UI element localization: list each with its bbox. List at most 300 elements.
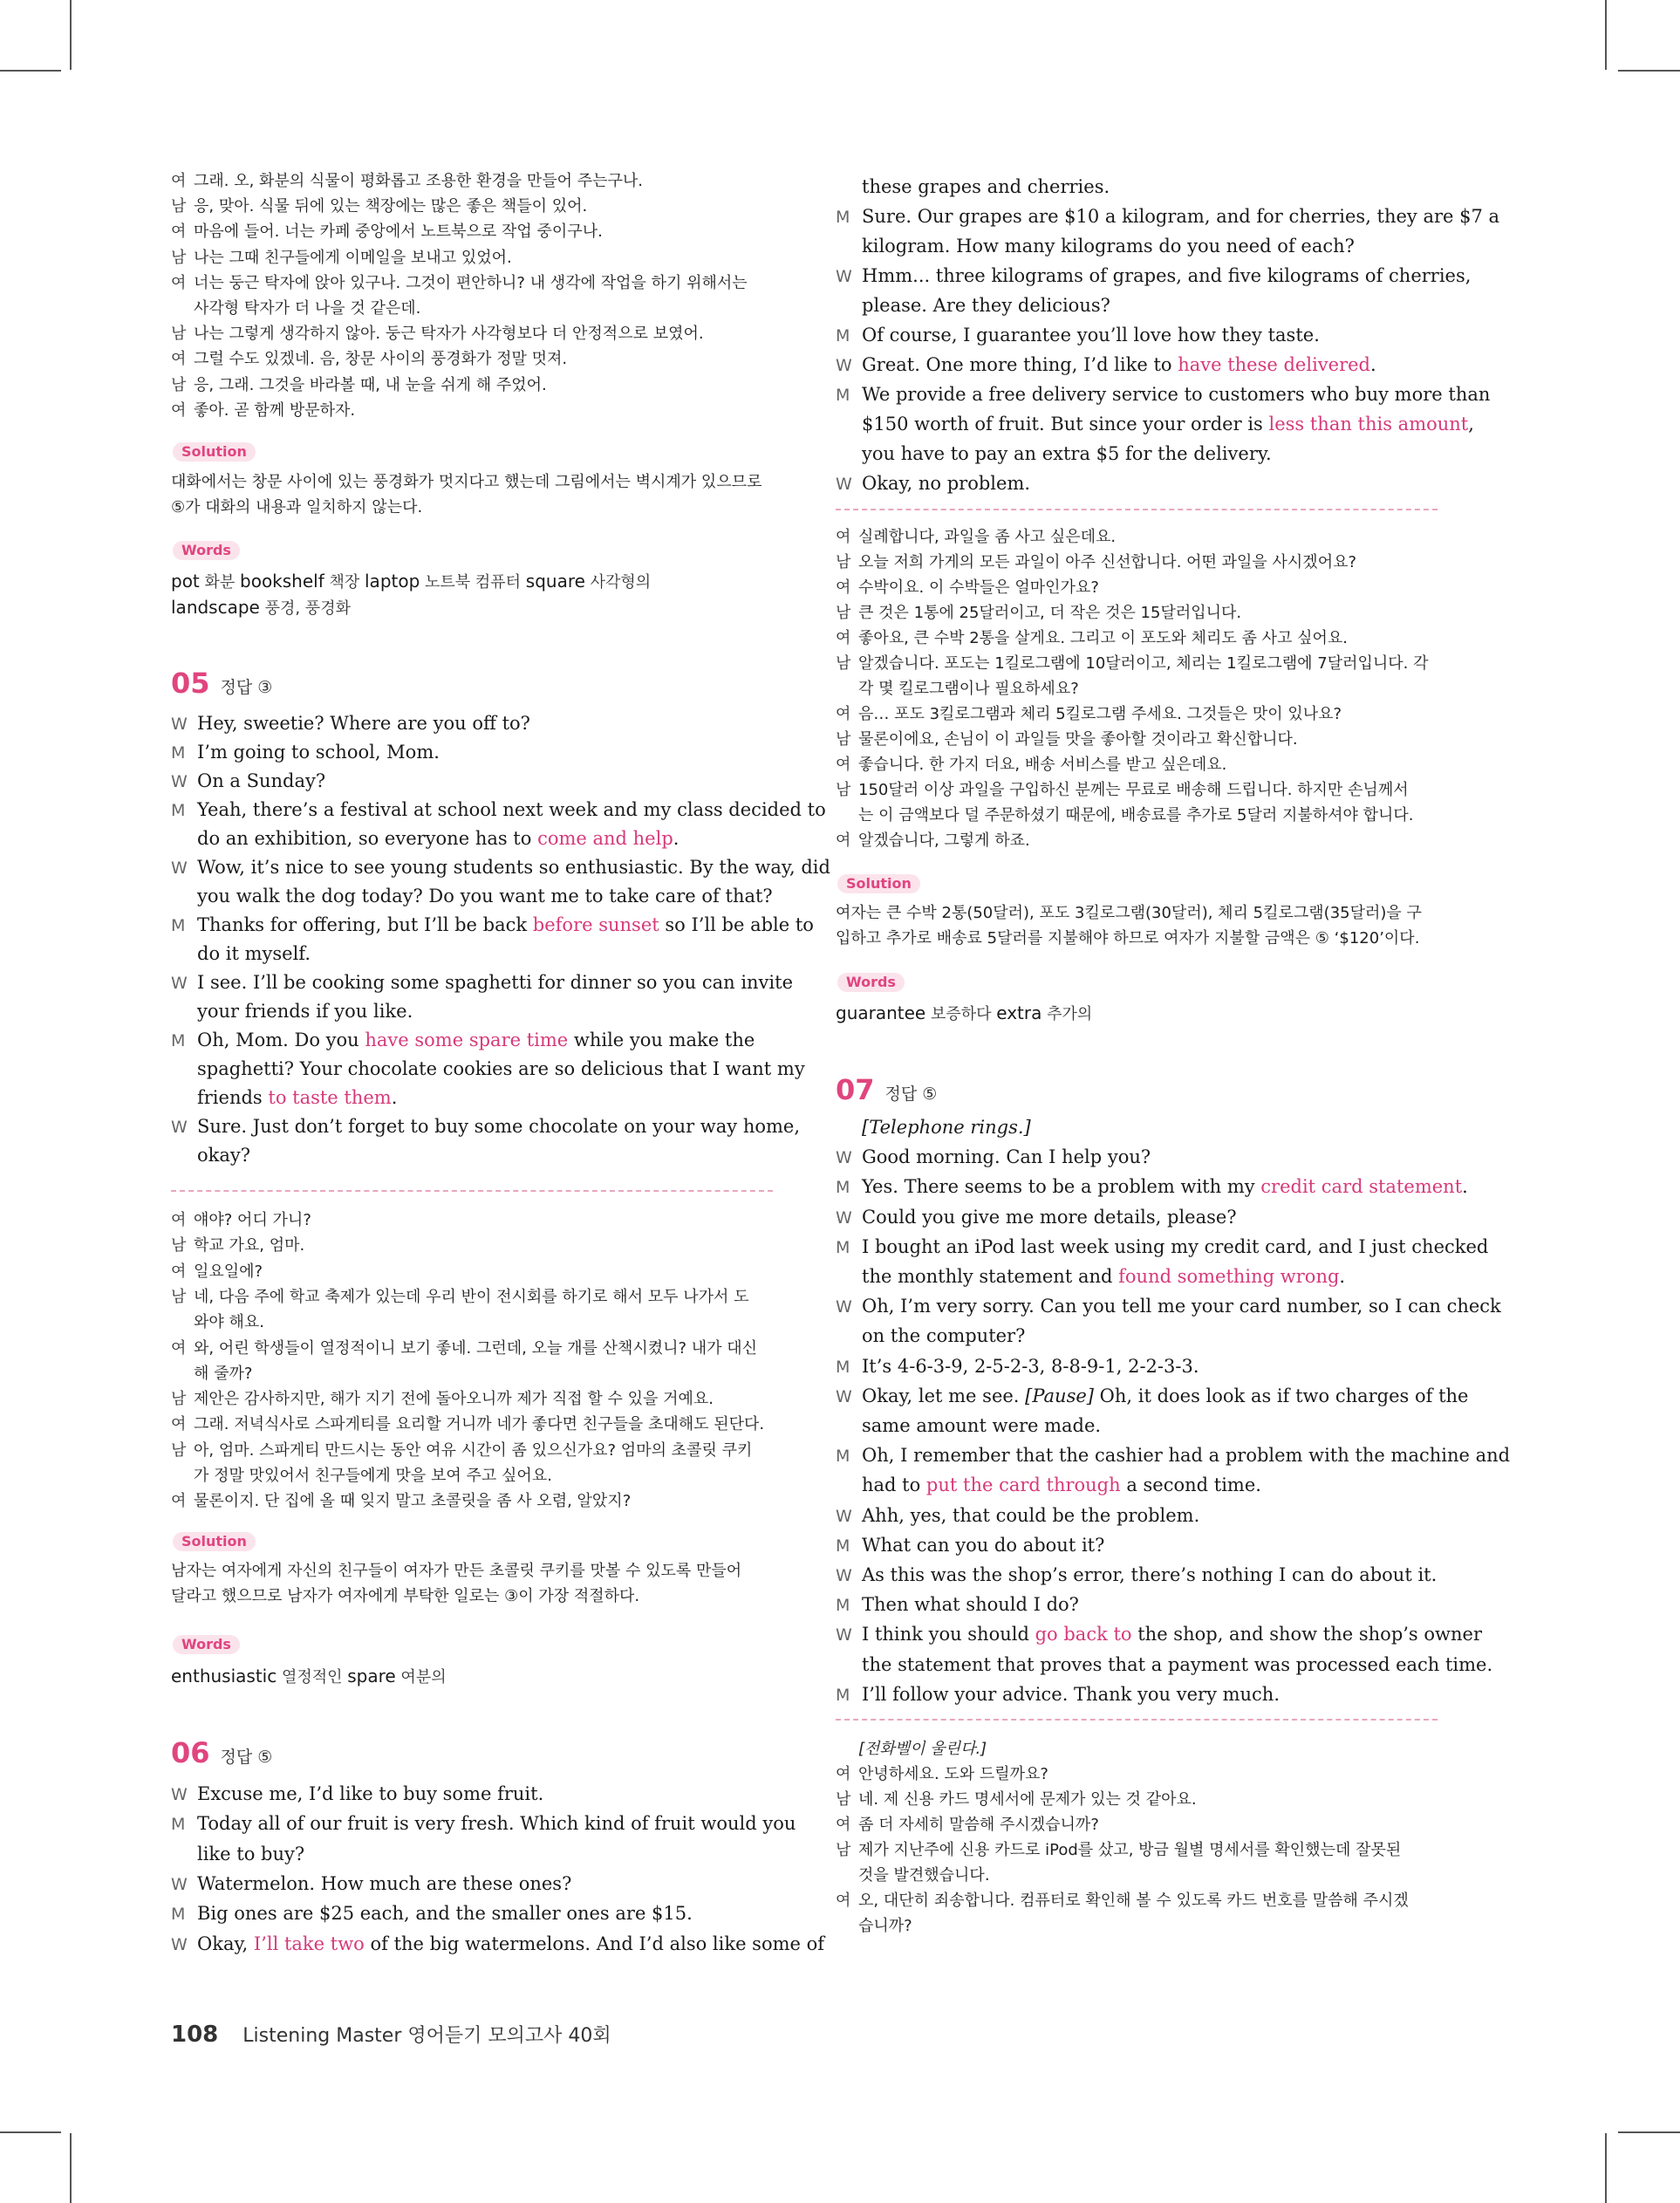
speaker-label: 여 bbox=[171, 172, 187, 190]
dialog-line bbox=[836, 1502, 1438, 1530]
dialog-line bbox=[836, 410, 1474, 438]
vocab-line bbox=[836, 1000, 1438, 1028]
dialog-line bbox=[171, 911, 814, 940]
line-text: $150 worth of fruit. But since your order is bbox=[862, 414, 1269, 434]
line-text: Could you give me more details, please? bbox=[862, 1206, 1237, 1228]
dialog-line bbox=[836, 626, 1438, 651]
speaker-label: 여 bbox=[171, 1262, 187, 1281]
speaker-label: W bbox=[171, 1874, 188, 1894]
line-text: 수박이요. 이 수박들은 얼마인가요? bbox=[858, 578, 1099, 597]
vocab-line bbox=[171, 568, 773, 596]
speaker-label: 여 bbox=[836, 578, 851, 597]
line-text: you walk the dog today? Do you want me to take care of that? bbox=[197, 886, 773, 907]
key-phrase: come and help bbox=[537, 828, 673, 849]
crop-mark bbox=[1605, 2133, 1607, 2203]
dialog-line bbox=[171, 738, 773, 767]
line-text: , bbox=[1468, 414, 1474, 434]
dialog-line bbox=[836, 1441, 1511, 1470]
solution-badge: Solution bbox=[173, 1532, 256, 1551]
speaker-label: 여 bbox=[836, 1816, 851, 1834]
dialog-line bbox=[836, 1203, 1438, 1232]
speaker-label: M bbox=[171, 743, 186, 763]
speaker-label: W bbox=[171, 772, 188, 791]
speaker-label: 여 bbox=[836, 831, 851, 850]
speaker-label: M bbox=[836, 1178, 850, 1198]
vocab-meaning: 사각형의 bbox=[584, 573, 652, 592]
line-text: 물론이지. 단 집에 올 때 잊지 말고 초콜릿을 좀 사 오렴, 알았지? bbox=[194, 1492, 632, 1511]
vocab-line bbox=[171, 594, 773, 622]
speaker-label: 남 bbox=[171, 375, 187, 394]
dialog-line bbox=[836, 600, 1438, 626]
speaker-label: W bbox=[836, 267, 852, 286]
line-text: What can you do about it? bbox=[862, 1534, 1105, 1556]
line-text: As this was the shop’s error, there’s nothing I can do about it. bbox=[862, 1564, 1438, 1585]
line-text: Okay, no problem. bbox=[862, 473, 1031, 494]
vocab-word: enthusiastic bbox=[171, 1666, 277, 1686]
line-text: kilogram. How many kilograms do you need of each? bbox=[862, 236, 1355, 257]
line-text: 안녕하세요. 도와 드릴까요? bbox=[858, 1765, 1048, 1783]
vocab-word: spare bbox=[347, 1666, 396, 1686]
question-number: 06 bbox=[171, 1736, 210, 1769]
line-text: 알겠습니다, 그렇게 하죠. bbox=[858, 831, 1030, 850]
line-text: 알겠습니다. 포도는 1킬로그램에 10달러이고, 체리는 1킬로그램에 7달러입니다. 각 bbox=[858, 654, 1429, 673]
line-text: Excuse me, I’d like to buy some fruit. bbox=[197, 1783, 544, 1804]
line-text: 음… 포도 3킬로그램과 체리 5킬로그램 주세요. 그것들은 맛이 있나요? bbox=[858, 705, 1342, 723]
speaker-label: M bbox=[171, 801, 186, 820]
speaker-label: M bbox=[171, 1815, 186, 1835]
vocab-word: landscape bbox=[171, 597, 260, 618]
line-text: 그래. 저녁식사로 스파게티를 요리할 거니까 네가 좋다면 친구들을 초대해도 된단다. bbox=[194, 1415, 765, 1434]
line-text: on the computer? bbox=[862, 1325, 1026, 1347]
dialog-line bbox=[171, 709, 773, 738]
dialog-line bbox=[836, 1913, 1460, 1939]
dialog-line bbox=[171, 853, 830, 882]
line-text: Hey, sweetie? Where are you off to? bbox=[197, 713, 530, 734]
dialog-line bbox=[171, 767, 773, 796]
line-text: the statement that proves that a payment was processed each time. bbox=[862, 1653, 1493, 1675]
dialog-line bbox=[836, 1173, 1468, 1201]
dialog-line bbox=[171, 1208, 773, 1233]
dialog-line bbox=[171, 1930, 825, 1959]
line-text: 학교 가요, 엄마. bbox=[194, 1236, 305, 1255]
dialog-line bbox=[171, 1084, 799, 1112]
solution-line: 남자는 여자에게 자신의 친구들이 여자가 만든 초콜릿 쿠키를 맛볼 수 있도록 만들어 bbox=[171, 1562, 742, 1580]
dialog-line bbox=[171, 168, 773, 194]
answer-label: 정답 ⑤ bbox=[884, 1084, 938, 1104]
line-text: 응, 맞아. 식물 뒤에 있는 책장에는 많은 좋은 책들이 있어. bbox=[194, 197, 588, 216]
speaker-label: W bbox=[171, 859, 188, 878]
speaker-label: W bbox=[836, 1625, 852, 1645]
line-text: Oh, I remember that the cashier had a problem with the machine and bbox=[862, 1445, 1511, 1467]
vocab-meaning: 노트북 컴퓨터 bbox=[420, 573, 526, 592]
dialog-line bbox=[836, 1863, 1460, 1888]
line-text: I’ll follow your advice. Thank you very much. bbox=[862, 1683, 1280, 1705]
dialog-line bbox=[836, 524, 1438, 550]
line-text: I see. I’ll be cooking some spaghetti for dinner so you can invite bbox=[197, 972, 794, 993]
question-number: 05 bbox=[171, 667, 210, 700]
line-text: Then what should I do? bbox=[862, 1594, 1079, 1616]
speaker-label: 남 bbox=[171, 248, 187, 267]
dialog-line bbox=[836, 550, 1438, 575]
line-text: Great. One more thing, I’d like to bbox=[862, 354, 1178, 375]
line-text: I bought an iPod last week using my credit card, and I just checked bbox=[862, 1235, 1489, 1257]
line-text: 는 이 금액보다 덜 주문하셨기 때문에, 배송료를 추가로 5달러 지불하셔야 합니다. bbox=[858, 806, 1414, 824]
speaker-label: M bbox=[836, 208, 850, 227]
speaker-label: 여 bbox=[171, 400, 187, 420]
dialog-line bbox=[171, 194, 773, 219]
line-text: 물론이에요, 손님이 이 과일들 맛을 좋아할 것이라고 확신합니다. bbox=[858, 730, 1298, 749]
speaker-label: M bbox=[836, 1685, 850, 1705]
dialog-line bbox=[171, 1310, 796, 1335]
speaker-label: 여 bbox=[171, 273, 187, 292]
line-text: 것을 발견했습니다. bbox=[858, 1866, 990, 1885]
answer-label: 정답 ③ bbox=[220, 678, 273, 697]
line-text: . bbox=[1462, 1176, 1468, 1198]
line-text: 해 줄까? bbox=[194, 1364, 253, 1383]
dialog-line bbox=[836, 1837, 1438, 1863]
speaker-label: W bbox=[171, 715, 188, 734]
line-text: 나는 그렇게 생각하지 않아. 둥근 탁자가 사각형보다 더 안정적으로 보였어. bbox=[194, 325, 704, 344]
line-text: 습니까? bbox=[858, 1917, 912, 1935]
line-text: 각 몇 킬로그램이나 필요하세요? bbox=[858, 680, 1079, 698]
line-text: [Telephone rings.] bbox=[862, 1117, 1031, 1138]
line-text: 좋아요, 큰 수박 2통을 살게요. 그리고 이 포도와 체리도 좀 사고 싶어요. bbox=[858, 629, 1349, 647]
line-text: the shop, and show the shop’s owner bbox=[1131, 1624, 1482, 1645]
speaker-label: 남 bbox=[171, 1440, 187, 1460]
line-text: please. Are they delicious? bbox=[862, 295, 1110, 316]
line-text: 마음에 들어. 너는 카페 중앙에서 노트북으로 작업 중이구나. bbox=[194, 222, 603, 242]
page-number: 108 bbox=[171, 2022, 219, 2048]
line-text: Sure. Just don’t forget to buy some chocolate on your way home, bbox=[197, 1116, 801, 1137]
dialog-line bbox=[171, 1336, 773, 1361]
dialog-line bbox=[836, 1233, 1489, 1262]
question-06-header bbox=[171, 1736, 272, 1771]
dialog-line bbox=[171, 346, 773, 372]
crop-mark bbox=[0, 2131, 61, 2133]
dialog-line bbox=[171, 1438, 773, 1463]
dialog-line bbox=[171, 968, 794, 997]
dialog-line bbox=[836, 1471, 1464, 1499]
dialog-line bbox=[171, 219, 773, 244]
line-text: Wow, it’s nice to see young students so enthusiastic. By the way, did bbox=[197, 857, 830, 878]
speaker-label: W bbox=[171, 1934, 188, 1954]
line-text: like to buy? bbox=[197, 1843, 305, 1864]
line-text: 실례합니다, 과일을 좀 사고 싶은데요. bbox=[858, 528, 1117, 546]
line-text: Of course, I guarantee you’ll love how they taste. bbox=[862, 325, 1320, 346]
dialog-line bbox=[836, 752, 1438, 777]
vocab-meaning: 추가의 bbox=[1041, 1005, 1093, 1023]
speaker-label: 여 bbox=[171, 1415, 187, 1434]
vocab-word: guarantee bbox=[836, 1002, 926, 1023]
dialog-line bbox=[171, 1259, 773, 1284]
line-text: okay? bbox=[197, 1145, 251, 1166]
question-number: 07 bbox=[836, 1073, 875, 1106]
line-text: 나는 그때 친구들에게 이메일을 보내고 있었어. bbox=[194, 248, 512, 267]
line-text: Hmm... three kilograms of grapes, and five kilograms of cherries, bbox=[862, 265, 1472, 286]
vocab-word: bookshelf bbox=[240, 571, 324, 592]
dialog-line bbox=[171, 1233, 773, 1258]
line-text: 가 정말 맛있어서 친구들에게 맛을 보여 주고 싶어요. bbox=[194, 1467, 552, 1485]
speaker-label: 남 bbox=[836, 553, 851, 571]
speaker-label: W bbox=[171, 1118, 188, 1137]
vocab-word: square bbox=[525, 571, 585, 592]
dialog-line bbox=[836, 1591, 1438, 1619]
dialog-line bbox=[836, 701, 1438, 727]
dialog-line bbox=[171, 1284, 773, 1310]
line-text: a second time. bbox=[1120, 1474, 1261, 1496]
crop-mark bbox=[0, 70, 61, 72]
key-phrase: have these delivered bbox=[1178, 354, 1370, 375]
speaker-label: W bbox=[836, 1148, 852, 1168]
speaker-label: W bbox=[836, 475, 852, 494]
speaker-label: W bbox=[836, 1297, 852, 1317]
solution-line: 여자는 큰 수박 2통(50달러), 포도 3킬로그램(30달러), 체리 5킬로그램(35달러)을 구 bbox=[836, 904, 1422, 922]
line-text: Oh, I’m very sorry. Can you tell me your card number, so I can check bbox=[862, 1296, 1501, 1317]
dialog-line bbox=[171, 1112, 801, 1141]
line-text: Watermelon. How much are these ones? bbox=[197, 1872, 572, 1894]
solution-badge: Solution bbox=[837, 874, 920, 893]
book-title: Listening Master 영어듣기 모의고사 40회 bbox=[242, 2025, 611, 2047]
dialog-line bbox=[836, 1620, 1482, 1649]
dialog-line bbox=[171, 270, 773, 296]
speaker-label: M bbox=[171, 1905, 186, 1925]
dialog-line bbox=[836, 1322, 1464, 1350]
vocab-meaning: 보증하다 bbox=[925, 1005, 997, 1023]
line-text: the monthly statement and bbox=[862, 1266, 1119, 1287]
question-07-header bbox=[836, 1073, 937, 1108]
line-text: It’s 4-6-3-9, 2-5-2-3, 8-8-9-1, 2-2-3-3. bbox=[862, 1355, 1199, 1377]
dialog-line bbox=[836, 651, 1438, 676]
line-text: 오늘 저희 가게의 모든 과일이 아주 신선합니다. 어떤 과일을 사시겠어요? bbox=[858, 553, 1357, 571]
key-phrase: to taste them bbox=[268, 1087, 392, 1108]
key-phrase: found something wrong bbox=[1118, 1266, 1340, 1287]
dialog-line bbox=[836, 676, 1460, 701]
dashed-divider bbox=[836, 1719, 1438, 1721]
vocab-word: laptop bbox=[365, 571, 420, 592]
speaker-label: W bbox=[171, 1785, 188, 1804]
line-text: 그래. 오, 화분의 식물이 평화롭고 조용한 환경을 만들어 주는구나. bbox=[194, 172, 644, 190]
vocab-meaning: 여분의 bbox=[395, 1668, 447, 1686]
dialog-line bbox=[171, 796, 826, 824]
dialog-line bbox=[836, 1412, 1464, 1440]
line-text: 큰 것은 1통에 25달러이고, 더 작은 것은 15달러입니다. bbox=[858, 604, 1242, 622]
line-text: Ahh, yes, that could be the problem. bbox=[862, 1504, 1200, 1526]
line-text: Oh, it does look as if two charges of the bbox=[1093, 1385, 1469, 1406]
line-text: 일요일에? bbox=[194, 1262, 263, 1281]
vocab-meaning: 화분 bbox=[199, 573, 241, 592]
crop-mark bbox=[1618, 2131, 1680, 2133]
dialog-line bbox=[836, 1736, 1460, 1762]
dialog-line bbox=[171, 824, 799, 852]
line-text: 네. 제 신용 카드 명세서에 문제가 있는 것 같아요. bbox=[858, 1790, 1197, 1809]
crop-mark bbox=[1605, 0, 1607, 70]
dialog-line bbox=[836, 1651, 1493, 1679]
dialog-line bbox=[836, 1680, 1438, 1709]
dialog-line bbox=[836, 1561, 1438, 1590]
crop-mark bbox=[70, 2133, 72, 2203]
dialog-line bbox=[171, 296, 796, 321]
dialog-line bbox=[836, 202, 1500, 231]
line-text: 사각형 탁자가 더 나을 것 같은데. bbox=[194, 299, 421, 318]
dialog-line bbox=[171, 321, 773, 346]
dialog-line bbox=[836, 232, 1464, 260]
dashed-divider bbox=[836, 509, 1438, 510]
speaker-label: 여 bbox=[836, 629, 851, 647]
speaker-label: M bbox=[171, 916, 186, 935]
dialog-line bbox=[171, 398, 773, 423]
line-text: friends bbox=[197, 1087, 269, 1108]
speaker-label: M bbox=[836, 326, 850, 346]
line-text: 얘야? 어디 가니? bbox=[194, 1211, 311, 1229]
speaker-label: 남 bbox=[171, 1287, 187, 1306]
line-text: do it myself. bbox=[197, 943, 311, 964]
key-phrase: have some spare time bbox=[365, 1030, 569, 1050]
dialog-line bbox=[171, 997, 799, 1025]
dialog-line bbox=[836, 727, 1438, 752]
line-text: Thanks for offering, but I’ll be back bbox=[197, 914, 533, 935]
speaker-label: M bbox=[836, 1536, 850, 1556]
dialog-line bbox=[171, 1463, 796, 1488]
key-phrase: credit card statement bbox=[1260, 1176, 1463, 1198]
line-text: 150달러 이상 과일을 구입하신 분께는 무료로 배송해 드립니다. 하지만 손님께서 bbox=[858, 781, 1409, 799]
vocab-word: pot bbox=[171, 571, 200, 592]
line-text: 아, 엄마. 스파게티 만드시는 동안 여유 시간이 좀 있으신가요? 엄마의 초콜릿 쿠키 bbox=[194, 1440, 753, 1460]
crop-mark bbox=[70, 0, 72, 70]
line-text: so I’ll be able to bbox=[659, 914, 814, 935]
key-phrase: I’ll take two bbox=[253, 1933, 365, 1954]
speaker-label: 여 bbox=[836, 705, 851, 723]
dialog-line bbox=[171, 1810, 796, 1838]
question-05-header bbox=[171, 667, 272, 701]
speaker-label: M bbox=[836, 1357, 850, 1377]
line-text: [전화벨이 울린다.] bbox=[858, 1740, 987, 1758]
line-text: Okay, let me see. bbox=[862, 1385, 1026, 1406]
vocab-meaning: 열정적인 bbox=[277, 1668, 348, 1686]
solution-line: 대화에서는 창문 사이에 있는 풍경화가 멋지다고 했는데 그림에서는 벽시계가 있으므로 bbox=[171, 473, 762, 491]
speaker-label: 여 bbox=[171, 222, 187, 242]
vocab-line bbox=[171, 1663, 773, 1691]
speaker-label: M bbox=[836, 1237, 850, 1257]
dialog-line bbox=[836, 440, 1464, 468]
dialog-line bbox=[171, 1412, 773, 1437]
dialog-line bbox=[836, 262, 1472, 291]
dialog-line bbox=[171, 882, 799, 910]
speaker-label: 여 bbox=[171, 350, 187, 369]
line-text: spaghetti? Your chocolate cookies are so delicious that I want my bbox=[197, 1058, 805, 1079]
line-text: . bbox=[1370, 354, 1376, 375]
speaker-label: 남 bbox=[836, 604, 851, 622]
dialog-line bbox=[836, 803, 1460, 828]
dialog-line bbox=[171, 1141, 799, 1169]
dialog-line bbox=[171, 940, 799, 968]
line-text: Big ones are $25 each, and the smaller ones are $15. bbox=[197, 1903, 693, 1925]
speaker-label: 남 bbox=[836, 654, 851, 673]
line-text: Okay, bbox=[197, 1933, 254, 1954]
dialog-line bbox=[836, 1352, 1438, 1381]
line-text: Sure. Our grapes are $10 a kilogram, and for cherries, they are $7 a bbox=[862, 206, 1500, 227]
solution-badge: Solution bbox=[173, 442, 256, 462]
speaker-label: 남 bbox=[836, 781, 851, 799]
line-text: 너는 둥근 탁자에 앉아 있구나. 그것이 편안하니? 내 생각에 작업을 하기 위해서는 bbox=[194, 273, 748, 292]
dialog-line bbox=[836, 173, 1464, 201]
speaker-label: W bbox=[836, 1506, 852, 1526]
speaker-label: 여 bbox=[836, 1892, 851, 1910]
speaker-label: W bbox=[171, 974, 188, 993]
line-text: had to bbox=[862, 1474, 926, 1496]
dialog-line bbox=[836, 1262, 1464, 1290]
dialog-line bbox=[171, 1055, 805, 1083]
line-text: Good morning. Can I help you? bbox=[862, 1146, 1151, 1168]
speaker-label: 남 bbox=[836, 730, 851, 749]
dialog-line bbox=[836, 1143, 1438, 1172]
line-text: 제가 지난주에 신용 카드로 iPod를 샀고, 방금 월별 명세서를 확인했는데 잘못된 bbox=[858, 1841, 1402, 1859]
line-text: I think you should bbox=[862, 1624, 1035, 1645]
line-text: 응, 그래. 그것을 바라볼 때, 내 눈을 쉬게 해 주었어. bbox=[194, 375, 547, 394]
line-text: you have to pay an extra $5 for the delivery. bbox=[862, 443, 1272, 464]
line-text: same amount were made. bbox=[862, 1415, 1102, 1436]
line-text: I’m going to school, Mom. bbox=[197, 742, 440, 763]
dialog-line bbox=[171, 1899, 773, 1928]
speaker-label: 여 bbox=[836, 756, 851, 774]
line-text: Yes. There seems to be a problem with my bbox=[862, 1176, 1261, 1198]
speaker-label: 여 bbox=[171, 1338, 187, 1358]
line-text: do an exhibition, so everyone has to bbox=[197, 828, 538, 849]
crop-mark bbox=[1618, 70, 1680, 72]
speaker-label: W bbox=[836, 1386, 852, 1406]
speaker-label: M bbox=[836, 1596, 850, 1616]
key-phrase: go back to bbox=[1035, 1624, 1132, 1645]
solution-line: 입하고 추가로 배송료 5달러를 지불해야 하므로 여자가 지불할 금액은 ⑤ ‘$120’이다. bbox=[836, 929, 1420, 948]
line-text: On a Sunday? bbox=[197, 770, 326, 791]
dialog-line bbox=[836, 1292, 1501, 1321]
speaker-label: 남 bbox=[171, 1390, 187, 1409]
line-text: Yeah, there’s a festival at school next week and my class decided to bbox=[197, 799, 826, 820]
speaker-label: 남 bbox=[171, 197, 187, 216]
dialog-line bbox=[171, 1488, 773, 1514]
words-badge: Words bbox=[173, 541, 240, 560]
vocab-word: extra bbox=[996, 1002, 1042, 1023]
dialog-line bbox=[836, 1787, 1438, 1812]
speaker-label: M bbox=[836, 386, 850, 405]
speaker-label: W bbox=[836, 1566, 852, 1585]
dialog-line bbox=[171, 1386, 773, 1412]
vocab-meaning: 풍경, 풍경화 bbox=[259, 599, 351, 618]
dashed-divider bbox=[171, 1190, 773, 1192]
line-text: 좀 더 자세히 말씀해 주시겠습니까? bbox=[858, 1816, 1099, 1834]
vocab-meaning: 책장 bbox=[324, 573, 365, 592]
dialog-line bbox=[836, 291, 1464, 319]
dialog-line bbox=[836, 575, 1438, 600]
line-text: Oh, Mom. Do you bbox=[197, 1030, 365, 1050]
dialog-line bbox=[836, 1531, 1438, 1560]
speaker-label: W bbox=[836, 1208, 852, 1228]
line-text: [Pause] bbox=[1025, 1385, 1094, 1406]
solution-line: ⑤가 대화의 내용과 일치하지 않는다. bbox=[171, 498, 423, 517]
line-text: of the big watermelons. And I’d also like some of bbox=[364, 1933, 825, 1954]
dialog-line bbox=[171, 245, 773, 270]
line-text: 좋습니다. 한 가지 더요, 배송 서비스를 받고 싶은데요. bbox=[858, 756, 1227, 774]
speaker-label: 여 bbox=[171, 1492, 187, 1511]
dialog-line bbox=[836, 1762, 1438, 1787]
line-text: these grapes and cherries. bbox=[862, 176, 1110, 197]
dialog-line bbox=[171, 373, 773, 398]
page-footer bbox=[171, 2021, 611, 2048]
speaker-label: M bbox=[836, 1447, 850, 1467]
line-text: 좋아. 곧 함께 방문하자. bbox=[194, 400, 356, 420]
dialog-line bbox=[836, 1812, 1438, 1837]
speaker-label: 남 bbox=[836, 1841, 851, 1859]
line-text: We provide a free delivery service to customers who buy more than bbox=[862, 384, 1491, 405]
